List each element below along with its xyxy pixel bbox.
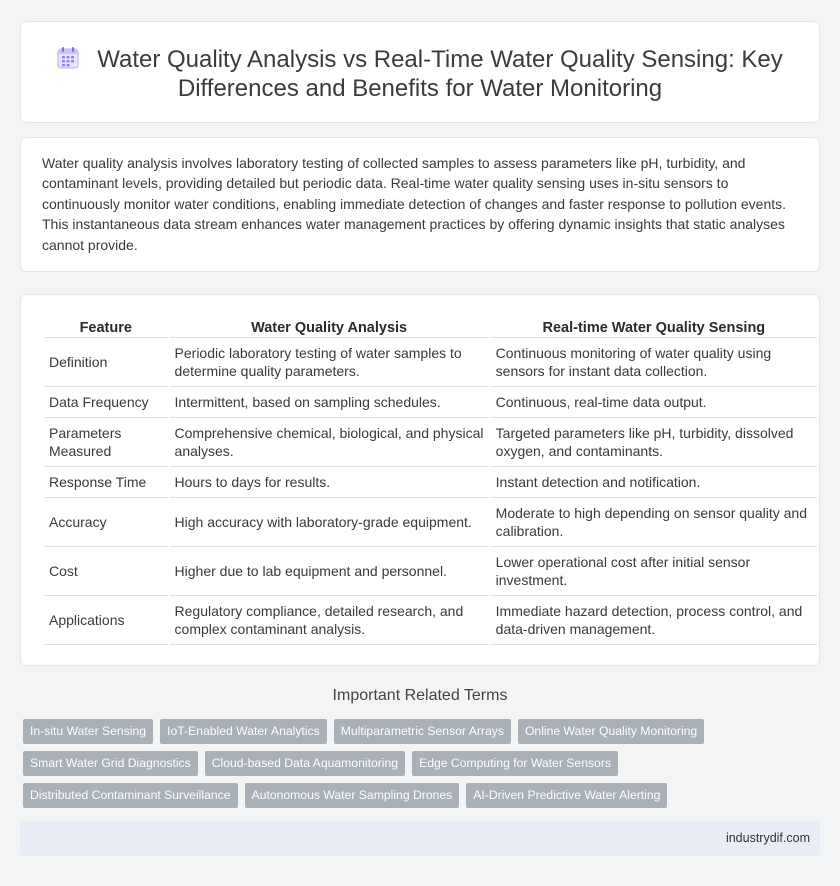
- analysis-cell: Comprehensive chemical, biological, and physical analyses.: [170, 418, 489, 467]
- analysis-cell: High accuracy with laboratory-grade equipment.: [170, 498, 489, 547]
- feature-cell: Parameters Measured: [44, 418, 168, 467]
- intro-paragraph: Water quality analysis involves laboratory testing of collected samples to assess parameters like pH, turbidity, and contaminant levels, providing detailed but periodic data. Real-time water quality sensing uses in-situ sensors to continuously monitor water conditions, enabling immediate detection of changes and faster response to pollution events. This instantaneous data stream enhances water management practices by offering dynamic insights that static analyses cannot provide.: [42, 155, 787, 253]
- analysis-cell: Hours to days for results.: [170, 467, 489, 498]
- related-term-tag[interactable]: Autonomous Water Sampling Drones: [245, 783, 460, 808]
- table-row: [44, 467, 817, 498]
- calendar-icon: [57, 47, 79, 69]
- footer-bar: [20, 821, 820, 856]
- feature-cell: Response Time: [44, 467, 168, 498]
- comparison-table: [42, 316, 819, 645]
- sensing-cell: Continuous monitoring of water quality using sensors for instant data collection.: [491, 338, 817, 387]
- sensing-cell: Lower operational cost after initial sensor investment.: [491, 547, 817, 596]
- related-term-tag[interactable]: AI-Driven Predictive Water Alerting: [466, 783, 667, 808]
- related-term-tag[interactable]: In-situ Water Sensing: [23, 719, 153, 744]
- comparison-card: [20, 294, 820, 666]
- sensing-cell: Targeted parameters like pH, turbidity, dissolved oxygen, and contaminants.: [491, 418, 817, 467]
- sensing-cell: Immediate hazard detection, process control, and data-driven management.: [491, 596, 817, 645]
- page-title: [21, 45, 819, 103]
- related-terms-tags: [23, 719, 823, 815]
- analysis-cell: Periodic laboratory testing of water samples to determine quality parameters.: [170, 338, 489, 387]
- sensing-cell: Continuous, real-time data output.: [491, 387, 817, 418]
- header-sensing: Real-time Water Quality Sensing: [491, 316, 817, 338]
- table-row: [44, 498, 817, 547]
- related-term-tag[interactable]: Smart Water Grid Diagnostics: [23, 751, 198, 776]
- sensing-cell: Moderate to high depending on sensor quality and calibration.: [491, 498, 817, 547]
- footer-source[interactable]: industrydif.com: [725, 831, 810, 845]
- table-header-row: [44, 316, 817, 338]
- related-term-tag[interactable]: Distributed Contaminant Surveillance: [23, 783, 238, 808]
- table-row: [44, 596, 817, 645]
- feature-cell: Applications: [44, 596, 168, 645]
- related-term-tag[interactable]: Edge Computing for Water Sensors: [412, 751, 618, 776]
- table-row: [44, 418, 817, 467]
- table-row: [44, 547, 817, 596]
- header-feature: Feature: [44, 316, 168, 338]
- table-row: [44, 387, 817, 418]
- title-line-1: Water Quality Analysis vs Real-Time Water Quality Sensing: Key: [97, 46, 783, 73]
- analysis-cell: Higher due to lab equipment and personnel.: [170, 547, 489, 596]
- feature-cell: Definition: [44, 338, 168, 387]
- header-analysis: Water Quality Analysis: [170, 316, 489, 338]
- intro-card: [20, 137, 820, 272]
- related-term-tag[interactable]: Online Water Quality Monitoring: [518, 719, 704, 744]
- feature-cell: Cost: [44, 547, 168, 596]
- title-line-2: Differences and Benefits for Water Monitoring: [177, 75, 663, 102]
- sensing-cell: Instant detection and notification.: [491, 467, 817, 498]
- related-term-tag[interactable]: Multiparametric Sensor Arrays: [334, 719, 511, 744]
- header-card: [20, 21, 820, 123]
- related-term-tag[interactable]: IoT-Enabled Water Analytics: [160, 719, 327, 744]
- feature-cell: Data Frequency: [44, 387, 168, 418]
- related-term-tag[interactable]: Cloud-based Data Aquamonitoring: [205, 751, 405, 776]
- tag-row: [23, 751, 823, 776]
- related-terms-title: Important Related Terms: [332, 687, 508, 704]
- feature-cell: Accuracy: [44, 498, 168, 547]
- tag-row: [23, 783, 823, 808]
- analysis-cell: Intermittent, based on sampling schedules.: [170, 387, 489, 418]
- table-row: [44, 338, 817, 387]
- analysis-cell: Regulatory compliance, detailed research, and complex contaminant analysis.: [170, 596, 489, 645]
- tag-row: [23, 719, 823, 744]
